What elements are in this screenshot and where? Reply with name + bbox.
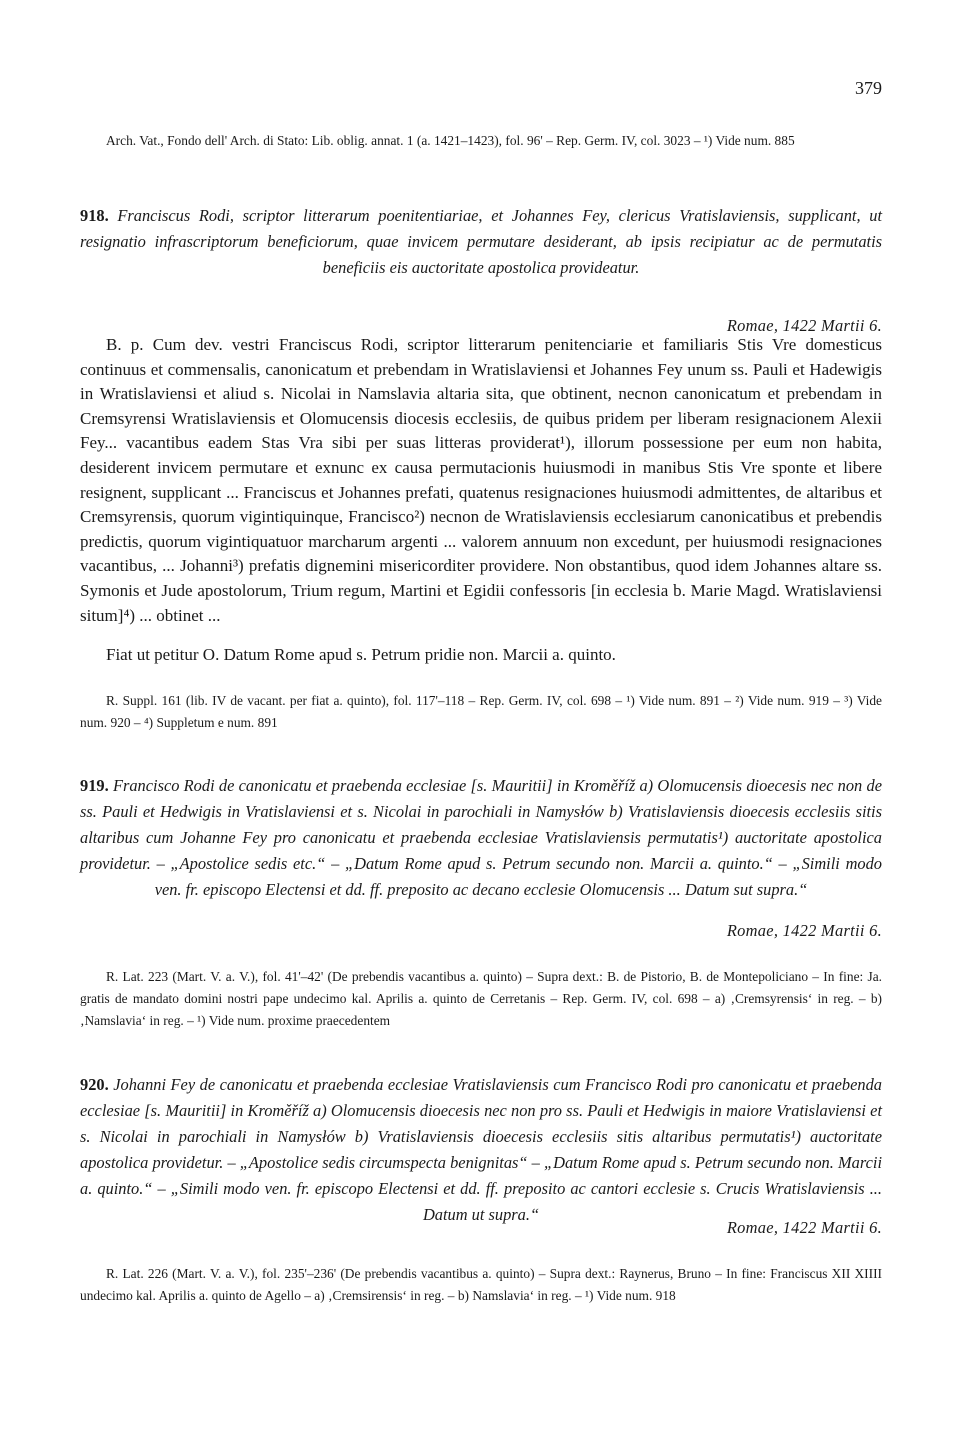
entry-number: 918. (80, 206, 109, 225)
entry-summary: Johanni Fey de canonicatu et praebenda ecclesiae Vratislaviensis cum Francisco Rodi pro canonicatu et praebenda ecclesiae [s. Mauritii] in Kroměříž a) Olomucensis dioecesis nec non pro ss. Pauli et Hedwigis in maiore Vratislaviensi et s. Nicolai in parochiali in Namysłów b) Vratislaviensis dioecesis ecclesiis sitis altaribus permutatis¹) auctoritate apostolica providetur. – „Apostolice sedis circumspecta benignitas“ – „Datum Rome apud s. Petrum secundo non. Marcii a. quinto.“ – „Simili modo ven. fr. episcopo Electensi et dd. ff. preposito ac cantori ecclesie s. Crucis Wratislaviensis ... Datum ut supra.“ (80, 1075, 882, 1224)
entry-number: 919. (80, 776, 109, 795)
entry-footnote: R. Suppl. 161 (lib. IV de vacant. per fiat a. quinto), fol. 117'–118 – Rep. Germ. IV, col. 698 – ¹) Vide num. 891 – ²) Vide num. 919 – ³) Vide num. 920 – ⁴) Suppletum e num. 891 (80, 693, 882, 730)
entry-date: Romae, 1422 Martii 6. (726, 1218, 882, 1237)
top-footnote: Arch. Vat., Fondo dell' Arch. di Stato: Lib. oblig. annat. 1 (a. 1421–1423), fol. 96' – Rep. Germ. IV, col. 3023 – ¹) Vide num. 885 (106, 133, 795, 148)
entry-summary: Franciscus Rodi, scriptor litterarum poenitentiariae, et Johannes Fey, clericus Vratislaviensis, supplicant, ut resignatio infrascriptorum beneficiorum, quae invicem permutare desiderant, ab ipsis recipiatur ac de permutatis beneficiis eis auctoritate apostolica provideatur. (80, 206, 882, 277)
entry-summary: Francisco Rodi de canonicatu et praebenda ecclesiae [s. Mauritii] in Kroměříž a) Olomucensis dioecesis nec non de ss. Pauli et Hedwigis in Vratislaviensi et s. Nicolai in parochiali in Namysłów b) Vratislaviensis dioecesis ecclesiis sitis altaribus cum Johanne Fey pro canonicatu et praebenda ecclesiae Vratislaviensis permutatis¹) auctoritate apostolica providetur. – „Apostolice sedis etc.“ – „Datum Rome apud s. Petrum secundo non. Marcii a. quinto.“ – „Simili modo ven. fr. episcopo Electensi et dd. ff. preposito ac decano ecclesie Olomucensis ... Datum sut supra.“ (80, 776, 882, 899)
page-number: 379 (855, 78, 882, 98)
entry-date: Romae, 1422 Martii 6. (726, 921, 882, 940)
entry-footnote: R. Lat. 226 (Mart. V. a. V.), fol. 235'–236' (De prebendis vacantibus a. quinto) – Supra dext.: Raynerus, Bruno – In fine: Franciscus XII XIIII undecimo kal. Aprilis a. quinto de Agello – a) ‚Cremsirensis‘ in reg. – b) Namslavia‘ in reg. – ¹) Vide num. 918 (80, 1266, 882, 1303)
entry-body: B. p. Cum dev. vestri Franciscus Rodi, scriptor litterarum penitenciarie et familiaris Stis Vre domesticus continuus et commensalis, canonicatum et prebendam in Wratislaviensi et Johannes Fey unum ss. Pauli et Hadewigis in Wratislaviensi et aliud s. Nicolai in Namslavia altaria sita, que obtinent, necnon canonicatum et prebendam in Cremsyrensi Wratislaviensis et Olomucensis diocesis ecclesiis, de quibus pridem per liberam resignacionem Alexii Fey... vacantibus eadem Stas Vra sibi per suas litteras providerat¹), illorum possessione per eum non habita, desiderent invicem permutare et exnunc ex causa permutacionis huiusmodi in manibus Stis Vre sponte et libere resignent, supplicant ... Franciscus et Johannes prefati, quatenus resignaciones huiusmodi admittentes, de altaribus et Cremsyrensis, quorum vigintiquinque, Francisco²) necnon de Wratislaviensis ecclesiarum canonicatibus et prebendis predictis, quorum vigintiquatuor marcharum argenti ... valorem annuum non excedunt, per huiusmodi resignaciones vacantibus, ... Johanni³) prefatis dignemini misericorditer providere. Non obstantibus, quod idem Johannes altare ss. Symonis et Jude apostolorum, Trium regum, Martini et Egidii confessoris [in ecclesia b. Marie Magd. Wratislaviensi situm]⁴) ... obtinet ... (80, 335, 882, 625)
entry-heading (80, 1072, 882, 1228)
entry-number: 920. (80, 1075, 109, 1094)
entry-heading (80, 773, 882, 903)
entry-heading (80, 203, 882, 281)
entry-fiat: Fiat ut petitur O. Datum Rome apud s. Petrum pridie non. Marcii a. quinto. (106, 645, 616, 664)
entry-date: Romae, 1422 Martii 6. (726, 316, 882, 335)
entry-footnote: R. Lat. 223 (Mart. V. a. V.), fol. 41'–42' (De prebendis vacantibus a. quinto) – Supra dext.: B. de Pistorio, B. de Montepoliciano – In fine: Ja. gratis de mandato domini nostri pape undecimo kal. Aprilis a. quinto de Cerretanis – Rep. Germ. IV, col. 698 – a) ‚Cremsyrensis‘ in reg. – b) ‚Namslavia‘ in reg. – ¹) Vide num. proxime praecedentem (80, 969, 882, 1028)
